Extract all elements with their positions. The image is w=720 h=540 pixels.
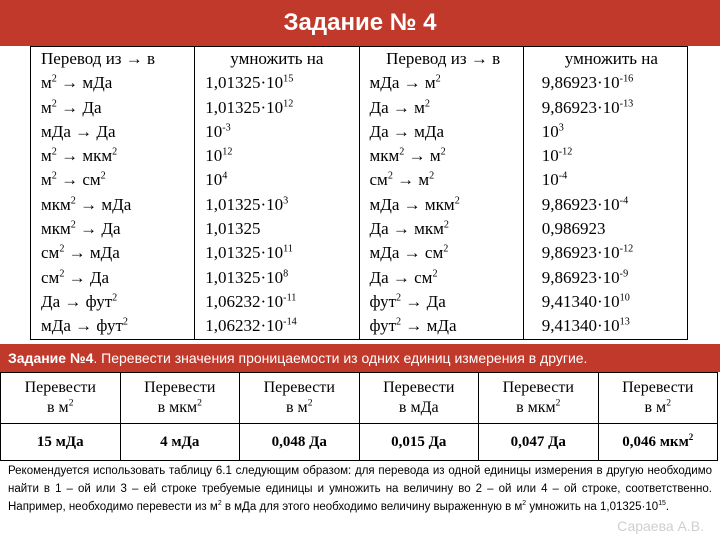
conversion-cell: $9,41340\cdot 10^{13}$ [541,316,630,336]
recommendation-note: Рекомендуется использовать таблицу 6.1 следующим образом: для перевода из одной единицы измерения в другую необходимо найти в 1 – ой или 3 – ей строке требуемые единицы и умножить на величину во 2 – ой или 4 – ой строке, соответственно. Например, необходимо перевести из $м^2$ в мДа для этого необходимо величину выраженную в $м^2$ умножить на $1,01325\cdot 10^{15}$. [8,465,712,513]
conversion-cell: $10^{-12}$ [541,146,573,166]
conversion-cell: $1,01325\cdot 10^{15}$ [205,73,294,93]
conversion-cell: $1,01325\cdot 10^{11}$ [205,243,293,263]
conversion-header: Перевод из → в [386,49,501,68]
conversion-cell: мДа → $см^2$ [369,243,449,263]
conversion-column-from-to-1 [31,47,195,340]
conversion-col-2-values [201,71,352,338]
conversion-cell: Да → мДа [369,121,445,141]
task-value-cell: 0,047 Да [479,424,599,461]
task-header-cell: Перевести в мДа [359,373,479,424]
task-value-cell: 15 мДа [1,424,121,461]
conversion-cell: мкм$^2$ → Да [41,219,121,239]
task-header-cell: Перевести в мкм$^2$ [479,373,599,424]
conversion-cell: $1,01325\cdot 10^3$ [205,194,289,214]
conversion-cell: $1,01325\cdot 10^{12}$ [205,97,294,117]
conversion-cell: 0,986923 [541,219,606,239]
conversion-cell: $9,86923\cdot 10^{-4}$ [541,194,629,214]
task-value-cell: 0,015 Да [359,424,479,461]
conversion-cell: $м^2 \to мкм^2$ [41,146,118,166]
conversion-cell: $10^{-3}$ [205,121,231,141]
conversion-cell: Да → $м^2$ [369,97,430,117]
conversion-cell: мДа → мкм$^2$ [369,194,460,214]
task-label: Задание №4 [8,350,94,366]
conversion-cell: $1,06232\cdot 10^{-11}$ [205,291,297,311]
conversion-cell: $10^4$ [205,170,228,190]
conversion-cell: Да → фут$^2$ [41,291,118,311]
conversion-col-4-values [542,71,681,338]
task-statement [8,344,718,372]
author-watermark: Сараева А.В. [617,518,704,534]
conversion-cell: мДа → Да [41,121,116,141]
conversion-cell: $9,86923\cdot 10^{-13}$ [541,97,634,117]
task-value-row [1,424,718,461]
task-header-cell: Перевести в $м^2$ [598,373,718,424]
conversion-cell: $см^2$ → мДа [41,243,120,263]
task-value-cell: 0,048 Да [240,424,360,461]
conversion-col-1-values [41,71,188,338]
conversion-cell: $м^2$ → мДа [41,73,113,93]
task-value-cell: 4 мДа [120,424,240,461]
conversion-header: Перевод из → в [41,49,156,68]
task-description: . Перевести значения проницаемости из одних единиц измерения в другие. [93,350,588,366]
task-value-cell: 0,046 мкм$^2$ [598,424,718,461]
conversion-cell: фут$^2$ → Да [369,291,446,311]
conversion-cell: $1,06232\cdot 10^{-14}$ [205,316,297,336]
task-header-cell: Перевести в $м^2$ [1,373,121,424]
conversion-header: умножить на [230,49,324,68]
conversion-cell: Да → $см^2$ [369,267,438,287]
task-header-cell: Перевести в $м^2$ [240,373,360,424]
conversion-cell: $9,86923\cdot 10^{-16}$ [541,73,634,93]
task-table [0,372,718,461]
task-header-row [1,373,718,424]
conversion-cell: $мкм^2 \to м^2$ [369,146,446,166]
conversion-cell: $9,86923\cdot 10^{-9}$ [541,267,629,287]
conversion-cell: $см^2 \to м^2$ [369,170,435,190]
conversion-column-multiplier-1 [195,47,359,340]
conversion-table [30,46,688,340]
conversion-cell: мДа → фут$^2$ [41,316,129,336]
conversion-column-multiplier-2 [523,47,687,340]
conversion-cell: фут$^2$ → мДа [369,316,457,336]
conversion-cell: мДа → $м^2$ [369,73,441,93]
conversion-col-3-values [370,71,517,338]
slide-title: Задание № 4 [283,9,437,36]
conversion-cell: 1,01325 [205,219,261,239]
conversion-cell: $9,86923\cdot 10^{-12}$ [541,243,634,263]
conversion-cell: $м^2$ → Да [41,97,102,117]
conversion-cell: $см^2$ → Да [41,267,110,287]
conversion-header: умножить на [564,49,658,68]
conversion-cell: мкм$^2$ → мДа [41,194,132,214]
conversion-cell: $м^2 \to см^2$ [41,170,106,190]
task-header-cell: Перевести в мкм$^2$ [120,373,240,424]
conversion-cell: $9,41340\cdot 10^{10}$ [541,291,630,311]
conversion-column-from-to-2 [359,47,523,340]
conversion-cell: Да → мкм$^2$ [369,219,450,239]
conversion-cell: $1,01325\cdot 10^8$ [205,267,289,287]
conversion-cell: $10^{12}$ [205,146,233,166]
conversion-cell: $10^3$ [541,121,564,141]
conversion-cell: $10^{-4}$ [541,170,568,190]
